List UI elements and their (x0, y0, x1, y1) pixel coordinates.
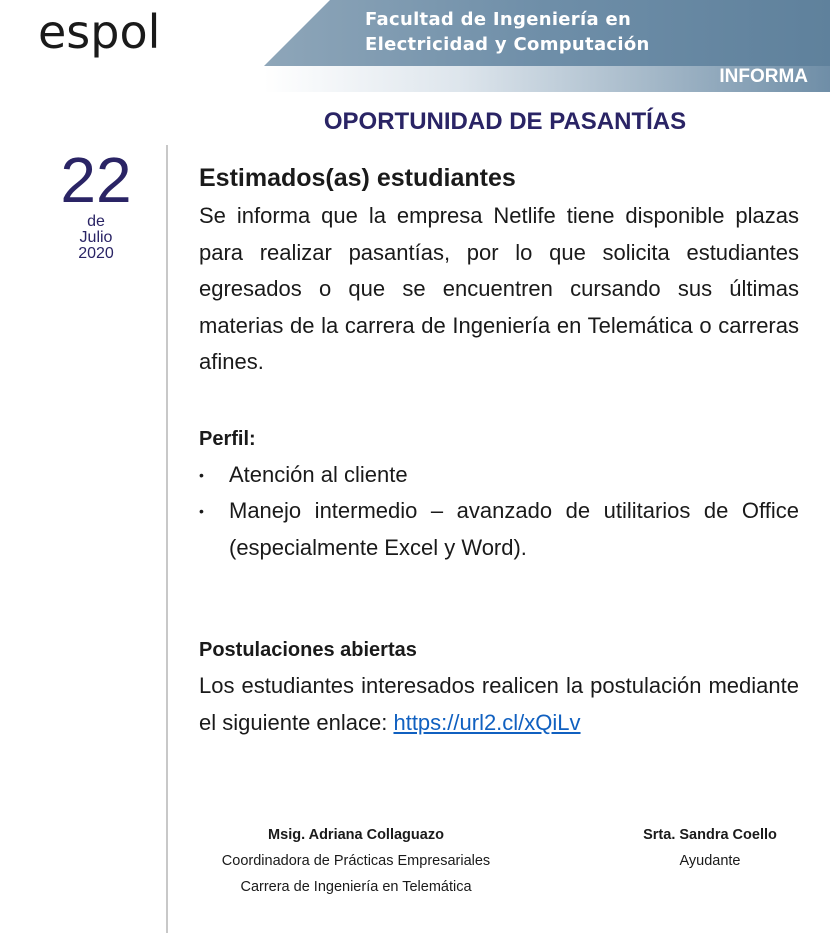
faculty-line-2: Electricidad y Computación (365, 34, 650, 55)
signature-assistant (610, 822, 810, 874)
informa-tag: INFORMA (719, 66, 808, 87)
faculty-line-1: Facultad de Ingeniería en (365, 9, 632, 30)
vertical-divider (166, 145, 168, 933)
list-item-text: Manejo intermedio – avanzado de utilitarios de Office (especialmente Excel y Word). (229, 498, 799, 560)
announcement-body (199, 158, 799, 741)
assistant-role: Ayudante (679, 853, 741, 869)
profile-title: Perfil: (199, 427, 256, 450)
espol-logo (38, 0, 198, 70)
date-month: Julio (79, 229, 113, 246)
coordinator-dept: Carrera de Ingeniería en Telemática (240, 879, 472, 895)
assistant-name: Srta. Sandra Coello (643, 827, 777, 843)
date-year: 2020 (78, 245, 114, 262)
bullet-icon: • (199, 466, 204, 483)
logo-text: espol (38, 5, 161, 59)
greeting: Estimados(as) estudiantes (199, 164, 516, 192)
date-de: de (87, 213, 105, 230)
list-item-text: Atención al cliente (229, 461, 408, 487)
faculty-name (365, 7, 650, 57)
intro-paragraph: Se informa que la empresa Netlife tiene disponible plazas para realizar pasantías, por lo que solicita estudiantes egresados o que se encuentren cursando sus últimas materias de la carrera de Ingeniería en Telemática o carreras afines. (199, 203, 799, 374)
date-block (40, 146, 152, 262)
applications-paragraph (199, 668, 799, 741)
espol-logo-icon (38, 0, 198, 70)
coordinator-name: Msig. Adriana Collaguazo (268, 827, 444, 843)
list-item (199, 457, 799, 494)
bullet-icon: • (199, 503, 204, 519)
signature-coordinator (186, 822, 526, 900)
list-item (199, 493, 799, 566)
profile-list (199, 457, 799, 567)
applications-text: Los estudiantes interesados realicen la postulación mediante el siguiente enlace: (199, 673, 799, 735)
applications-title: Postulaciones abiertas (199, 639, 417, 661)
coordinator-role: Coordinadora de Prácticas Empresariales (221, 853, 491, 869)
date-day: 22 (60, 144, 132, 216)
application-link[interactable]: https://url2.cl/xQiLv (393, 709, 581, 735)
page-title: OPORTUNIDAD DE PASANTÍAS (323, 108, 687, 135)
